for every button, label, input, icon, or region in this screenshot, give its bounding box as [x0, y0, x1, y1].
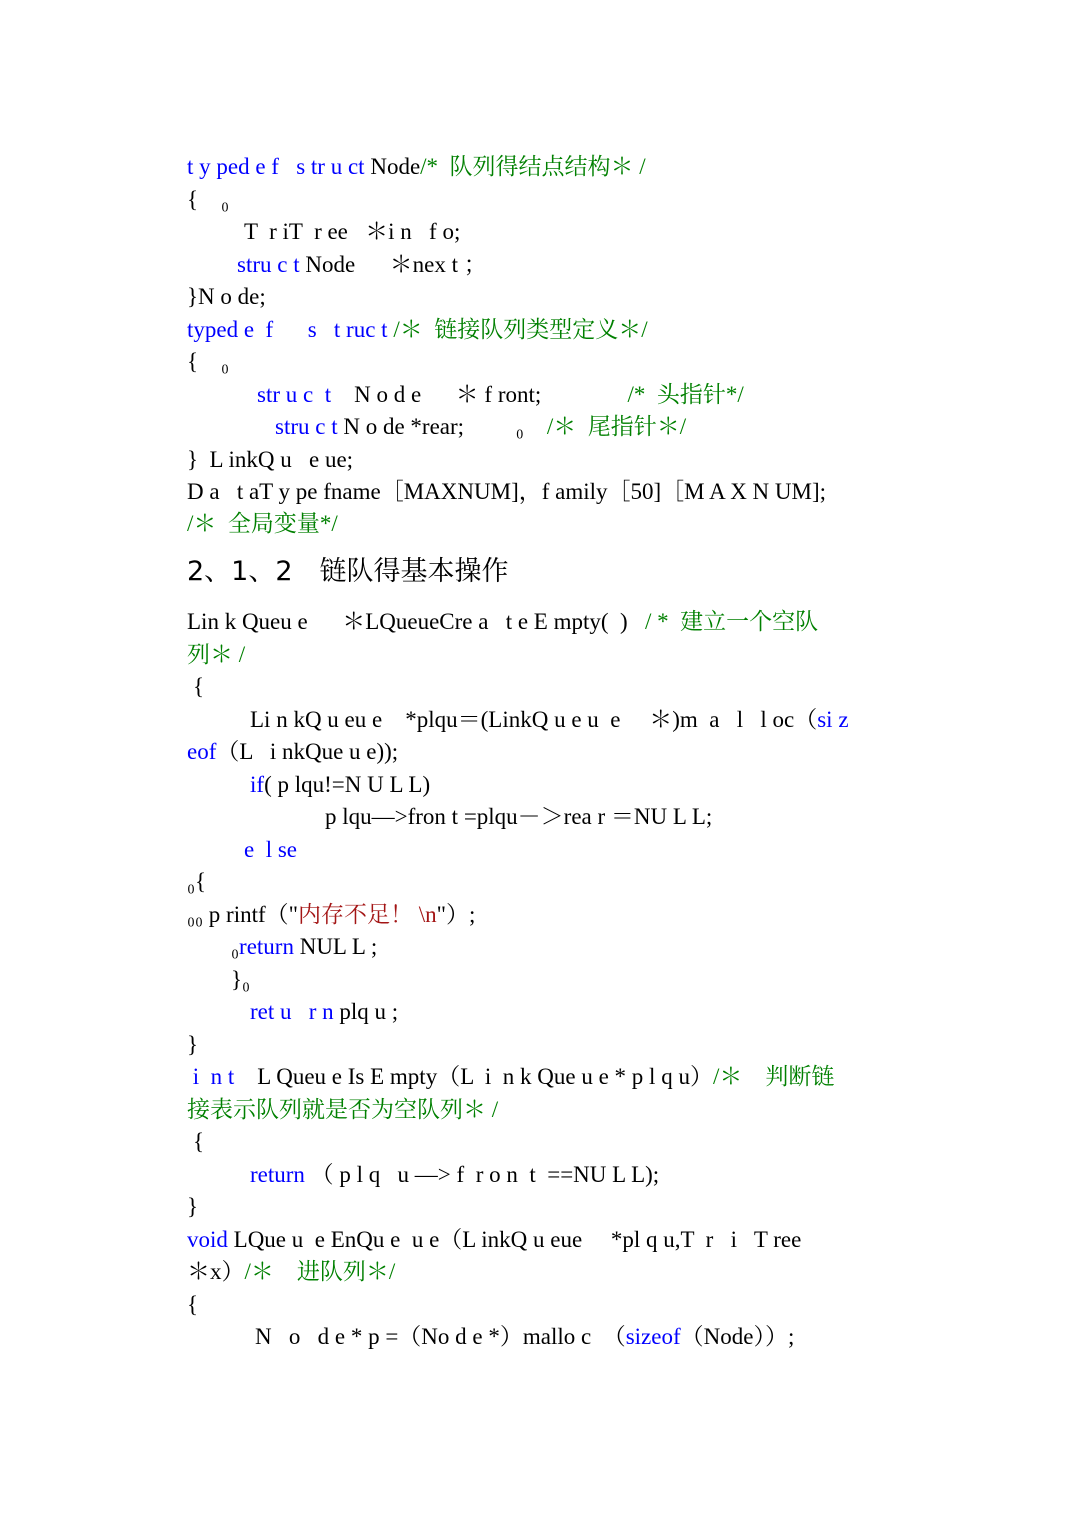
- code-text: }₀: [231, 967, 251, 992]
- code-comment: /＊ 判断链: [712, 1064, 835, 1089]
- code-keyword: stru c t: [237, 252, 306, 277]
- code-text: Lin k Queu e ＊LQueueCre a t e E mpty( ): [187, 609, 640, 634]
- code-line: [250, 770, 430, 800]
- code-keyword: t y ped e f s tr u ct: [187, 154, 371, 179]
- code-line: [187, 347, 229, 377]
- code-line: [231, 932, 377, 962]
- code-text: "）;: [436, 902, 476, 927]
- code-line: [193, 1127, 204, 1157]
- code-keyword: str u c t: [257, 382, 337, 407]
- code-keyword: return: [250, 1162, 311, 1187]
- code-line: [237, 250, 487, 280]
- code-text: （ p l q u —> f r o n t ==NU L L);: [310, 1162, 660, 1187]
- code-text: }: [187, 1032, 199, 1057]
- code-text: T r iT r ee ＊i n f o;: [244, 219, 461, 244]
- code-line: [250, 997, 398, 1027]
- code-text: { ₀: [187, 187, 230, 212]
- code-line: [187, 1225, 801, 1255]
- code-line: [187, 1062, 834, 1092]
- code-text: Node: [370, 154, 421, 179]
- code-line: [244, 835, 297, 865]
- code-keyword: return: [239, 934, 300, 959]
- code-text: Li n kQ u eu e *plqu＝(LinkQ u e u e ＊)m a l l oc（: [250, 707, 818, 732]
- code-text: p lqu—>fron t =plqu－＞rea r ＝NU L L;: [325, 804, 713, 829]
- code-string: 内存不足！ \n: [298, 902, 437, 927]
- code-line: [257, 380, 744, 410]
- code-text: {: [193, 1129, 205, 1154]
- code-line: [255, 1322, 794, 1352]
- code-text: N o d e ＊ f ront;: [336, 382, 542, 407]
- code-text: D a t aT y pe fname［MAXNUM]，f amily［50]［M A X N UM];: [187, 479, 827, 504]
- code-comment: / * 建立一个空队: [639, 609, 819, 634]
- code-keyword: e l se: [244, 837, 298, 862]
- code-line: [187, 445, 353, 475]
- code-text: {: [187, 1292, 199, 1317]
- code-text: N o d e * p =（No d e *）mallo c （: [255, 1324, 626, 1349]
- code-keyword: typed e f s t ruc t: [187, 317, 394, 342]
- code-line: [250, 1160, 659, 1190]
- code-text: N o de *rear; ₀: [343, 414, 542, 439]
- code-text: L Queu e Is E mpty（L i n k Que u e * p l q u）: [245, 1064, 713, 1089]
- code-text: ( p lqu!=N U L L): [264, 772, 431, 797]
- code-keyword: void: [187, 1227, 234, 1252]
- section-heading: 2、1、2 链队得基本操作: [187, 556, 509, 587]
- code-keyword: eof: [187, 739, 217, 764]
- code-text: ₀{: [187, 869, 207, 894]
- code-keyword: si z: [817, 707, 849, 732]
- code-line: [187, 185, 229, 215]
- code-line: [187, 900, 475, 930]
- code-comment: /＊ 全局变量*/: [187, 511, 338, 536]
- code-comment: /＊ 尾指针＊/: [541, 414, 687, 439]
- code-line: [187, 607, 818, 637]
- code-comment: 列＊ /: [187, 642, 246, 667]
- code-line: [275, 412, 686, 442]
- code-comment: /* 队列得结点结构＊ /: [420, 154, 646, 179]
- code-line: [193, 672, 204, 702]
- code-line: [250, 705, 849, 735]
- code-text: }N o de;: [187, 284, 266, 309]
- code-text: ₀₀ p rintf（": [187, 902, 299, 927]
- code-line: [325, 802, 712, 832]
- code-line: [187, 477, 826, 507]
- code-text: { ₀: [187, 349, 230, 374]
- code-text: ＊x）: [187, 1259, 245, 1284]
- code-text: LQue u e EnQu e u e（L inkQ u eue *pl q u,T r i T ree: [233, 1227, 802, 1252]
- code-comment: 接表示队列就是否为空队列＊ /: [187, 1097, 499, 1122]
- code-text: （L i nkQue u e));: [216, 739, 399, 764]
- code-text: plq u ;: [339, 999, 399, 1024]
- code-comment: /＊ 链接队列类型定义＊/: [393, 317, 648, 342]
- code-line: [187, 1192, 198, 1222]
- code-keyword: if: [250, 772, 265, 797]
- code-text: }: [187, 1194, 199, 1219]
- code-text: （Node））;: [680, 1324, 795, 1349]
- code-line: [187, 1030, 198, 1060]
- code-text: } L inkQ u e ue;: [187, 447, 354, 472]
- code-keyword: i n t: [187, 1064, 246, 1089]
- code-text: NUL L ;: [299, 934, 378, 959]
- code-keyword: sizeof: [625, 1324, 681, 1349]
- code-keyword: ret u r n: [250, 999, 340, 1024]
- code-line: [187, 640, 245, 670]
- code-text: ₀: [231, 934, 240, 959]
- code-line: [187, 282, 266, 312]
- code-comment: /＊ 进队列＊/: [244, 1259, 396, 1284]
- code-comment: /* 头指针*/: [541, 382, 744, 407]
- code-line: [187, 315, 648, 345]
- code-text: {: [193, 674, 205, 699]
- code-text: Node ＊nex t ；: [305, 252, 487, 277]
- code-line: [231, 965, 250, 995]
- code-line: [187, 1257, 395, 1287]
- code-line: [187, 1290, 198, 1320]
- code-line: [187, 1095, 498, 1125]
- code-line: [187, 509, 338, 539]
- code-line: [244, 217, 460, 247]
- code-line: [187, 867, 206, 897]
- code-line: [187, 152, 646, 182]
- code-keyword: stru c t: [275, 414, 344, 439]
- code-line: [187, 737, 398, 767]
